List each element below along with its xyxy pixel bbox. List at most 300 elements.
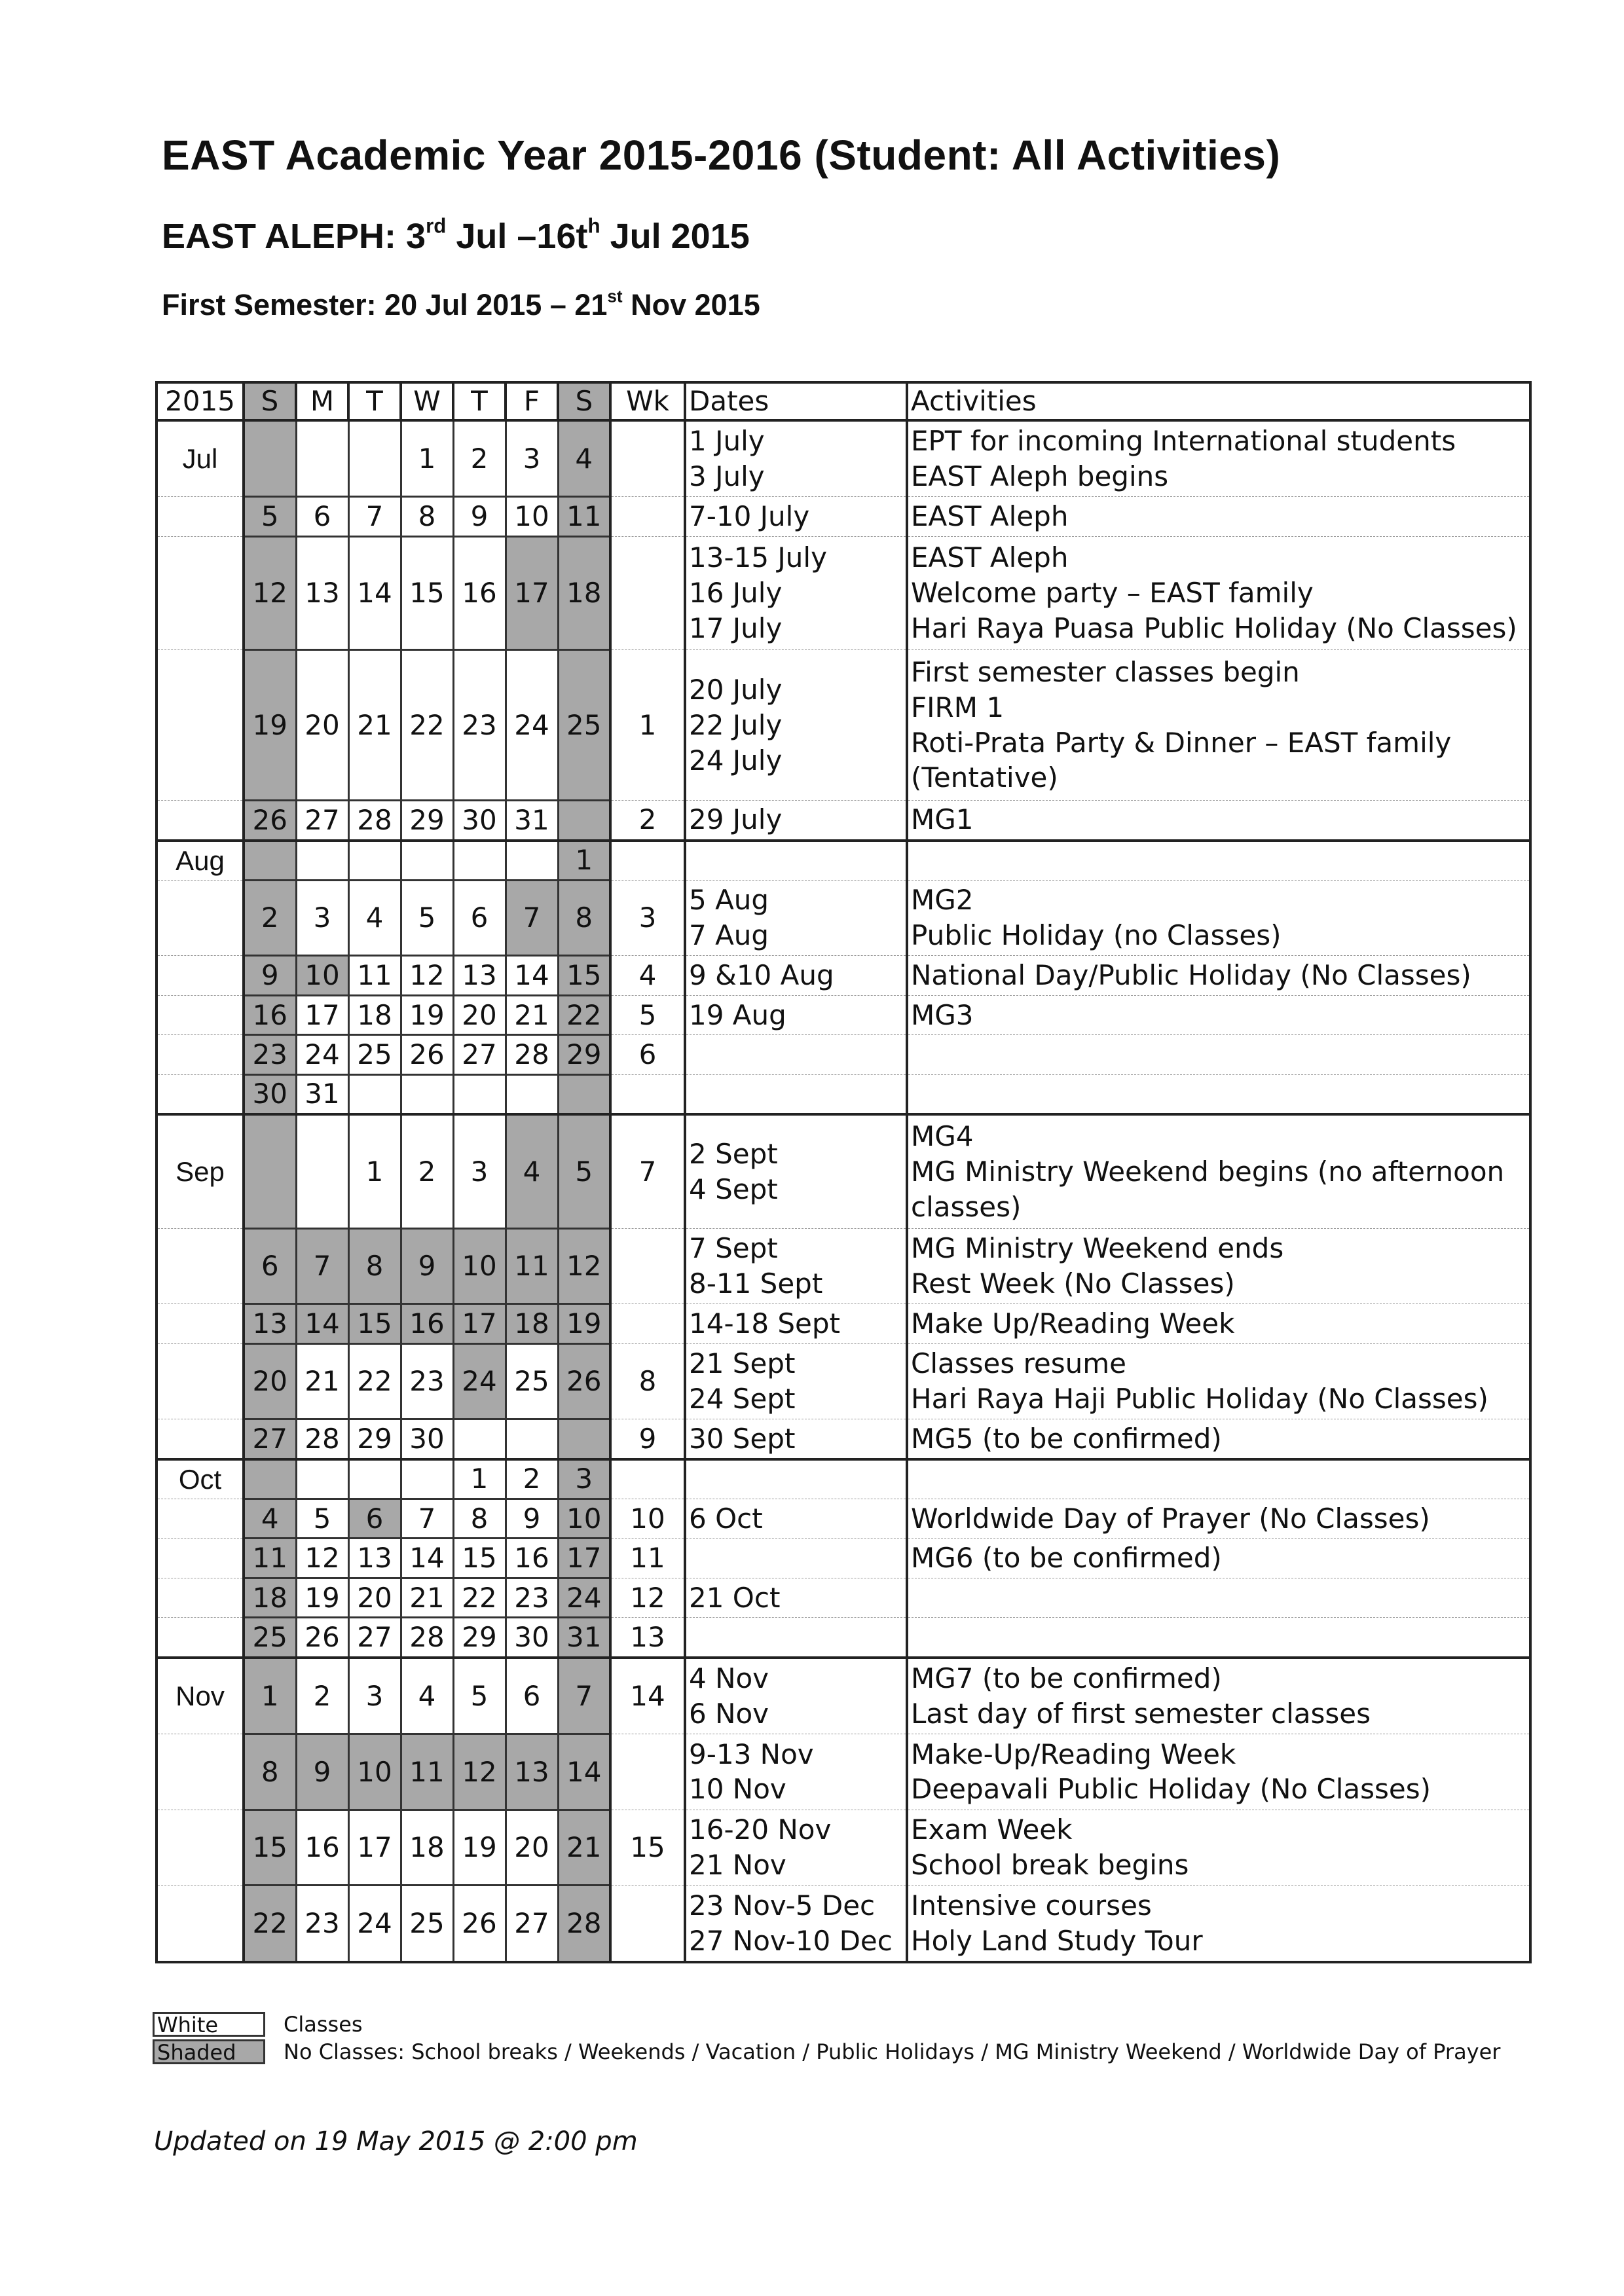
week-number: 8 — [610, 1343, 685, 1419]
month-label — [157, 1734, 244, 1810]
day-cell: 24 — [348, 1886, 401, 1962]
activities-cell: MG3 — [907, 995, 1530, 1034]
day-cell: 8 — [348, 1228, 401, 1303]
day-cell: 22 — [558, 995, 610, 1034]
table-row — [157, 1734, 1530, 1810]
week-number: 5 — [610, 995, 685, 1034]
table-row — [157, 1578, 1530, 1617]
day-cell: 9 — [506, 1499, 558, 1539]
day-cell: 19 — [401, 995, 453, 1034]
activities-cell — [907, 1578, 1530, 1617]
dates-cell: 9-13 Nov 10 Nov — [685, 1734, 907, 1810]
dates-cell: 6 Oct — [685, 1499, 907, 1539]
activities-cell: EAST Aleph Welcome party – EAST family Hari Raya Puasa Public Holiday (No Classes) — [907, 536, 1530, 649]
day-cell: 13 — [296, 536, 348, 649]
day-cell: 24 — [453, 1343, 506, 1419]
day-cell: 17 — [453, 1304, 506, 1343]
dates-cell: 5 Aug 7 Aug — [685, 880, 907, 955]
day-cell: 1 — [348, 1114, 401, 1228]
day-cell — [244, 1459, 296, 1499]
day-cell: 24 — [558, 1578, 610, 1617]
day-cell: 2 — [296, 1658, 348, 1734]
day-header: S — [558, 382, 610, 420]
table-row — [157, 1658, 1530, 1734]
day-cell: 29 — [401, 801, 453, 841]
week-number: 12 — [610, 1578, 685, 1617]
day-cell: 9 — [453, 497, 506, 536]
day-cell: 15 — [401, 536, 453, 649]
dates-cell: 16-20 Nov 21 Nov — [685, 1810, 907, 1885]
dates-cell — [685, 841, 907, 881]
day-cell: 23 — [453, 650, 506, 801]
day-cell: 12 — [244, 536, 296, 649]
activities-cell: EPT for incoming International students EAST Aleph begins — [907, 420, 1530, 497]
day-cell: 1 — [453, 1459, 506, 1499]
month-label — [157, 1618, 244, 1658]
activities-cell: First semester classes begin FIRM 1 Roti-Prata Party & Dinner – EAST family (Tentative) — [907, 650, 1530, 801]
day-cell: 5 — [558, 1114, 610, 1228]
table-row — [157, 956, 1530, 995]
day-cell: 26 — [558, 1343, 610, 1419]
day-cell: 1 — [244, 1658, 296, 1734]
week-number — [610, 1074, 685, 1114]
day-header: M — [296, 382, 348, 420]
day-cell: 9 — [296, 1734, 348, 1810]
day-header: T — [348, 382, 401, 420]
dates-cell: 23 Nov-5 Dec 27 Nov-10 Dec — [685, 1886, 907, 1962]
activities-header: Activities — [907, 382, 1530, 420]
day-cell: 25 — [348, 1035, 401, 1074]
day-cell — [453, 1074, 506, 1114]
day-cell: 22 — [244, 1886, 296, 1962]
month-label: Oct — [157, 1459, 244, 1499]
month-label — [157, 1539, 244, 1578]
dates-cell: 19 Aug — [685, 995, 907, 1034]
activities-cell: National Day/Public Holiday (No Classes) — [907, 956, 1530, 995]
day-cell: 8 — [401, 497, 453, 536]
activities-cell: EAST Aleph — [907, 497, 1530, 536]
day-cell: 26 — [453, 1886, 506, 1962]
day-cell: 11 — [506, 1228, 558, 1303]
aleph-heading: EAST ALEPH: 3rd Jul $-16t^h$ Jul 2015 — [162, 214, 750, 256]
table-row — [157, 1886, 1530, 1962]
day-header: W — [401, 382, 453, 420]
day-cell: 21 — [558, 1810, 610, 1885]
day-cell: 25 — [506, 1343, 558, 1419]
dates-cell: 29 July — [685, 801, 907, 841]
activities-cell: MG6 (to be confirmed) — [907, 1539, 1530, 1578]
day-cell: 6 — [348, 1499, 401, 1539]
day-cell — [348, 1074, 401, 1114]
legend-desc-white: Classes — [284, 2012, 363, 2037]
table-row — [157, 880, 1530, 955]
day-cell: 23 — [244, 1035, 296, 1074]
table-row — [157, 1114, 1530, 1228]
month-label — [157, 1228, 244, 1303]
week-number: 3 — [610, 880, 685, 955]
day-cell: 24 — [296, 1035, 348, 1074]
table-row — [157, 536, 1530, 649]
dates-cell — [685, 1539, 907, 1578]
day-cell: 17 — [558, 1539, 610, 1578]
calendar-table — [155, 381, 1532, 1963]
day-cell: 4 — [244, 1499, 296, 1539]
day-cell: 15 — [558, 956, 610, 995]
day-cell: 14 — [348, 536, 401, 649]
week-number — [610, 1304, 685, 1343]
day-cell: 24 — [506, 650, 558, 801]
day-cell: 9 — [244, 956, 296, 995]
day-cell: 21 — [348, 650, 401, 801]
day-cell: 26 — [244, 801, 296, 841]
day-cell: 15 — [453, 1539, 506, 1578]
activities-cell: Make-Up/Reading Week Deepavali Public Holiday (No Classes) — [907, 1734, 1530, 1810]
table-row — [157, 1343, 1530, 1419]
dates-header: Dates — [685, 382, 907, 420]
table-row — [157, 801, 1530, 841]
day-cell: 2 — [244, 880, 296, 955]
month-label — [157, 1499, 244, 1539]
day-cell: 22 — [348, 1343, 401, 1419]
table-row — [157, 1618, 1530, 1658]
day-cell: 10 — [506, 497, 558, 536]
week-number — [610, 1459, 685, 1499]
table-row — [157, 650, 1530, 801]
table-row — [157, 420, 1530, 497]
activities-cell: MG4 MG Ministry Weekend begins (no afternoon classes) — [907, 1114, 1530, 1228]
day-cell: 3 — [348, 1658, 401, 1734]
day-cell — [296, 420, 348, 497]
day-cell: 27 — [506, 1886, 558, 1962]
day-cell: 1 — [558, 841, 610, 881]
day-cell — [348, 841, 401, 881]
day-cell: 2 — [506, 1459, 558, 1499]
updated-note: Updated on 19 May 2015 @ 2:00 pm — [154, 2126, 638, 2157]
table-row — [157, 1304, 1530, 1343]
week-number — [610, 420, 685, 497]
month-label — [157, 1343, 244, 1419]
day-cell: 4 — [506, 1114, 558, 1228]
day-cell: 16 — [506, 1539, 558, 1578]
week-number — [610, 536, 685, 649]
day-cell: 30 — [506, 1618, 558, 1658]
dates-cell: 21 Oct — [685, 1578, 907, 1617]
year-header: 2015 — [157, 382, 244, 420]
day-cell: 13 — [348, 1539, 401, 1578]
day-cell: 6 — [296, 497, 348, 536]
page-title: EAST Academic Year 2015-2016 (Student: All Activities) — [162, 132, 1281, 179]
day-cell: 14 — [296, 1304, 348, 1343]
day-cell: 27 — [244, 1419, 296, 1459]
table-row — [157, 995, 1530, 1034]
week-header: Wk — [610, 382, 685, 420]
day-cell: 28 — [558, 1886, 610, 1962]
day-cell: 31 — [296, 1074, 348, 1114]
dates-cell: 30 Sept — [685, 1419, 907, 1459]
day-cell: 10 — [558, 1499, 610, 1539]
day-cell: 28 — [348, 801, 401, 841]
month-label — [157, 1074, 244, 1114]
week-number: 1 — [610, 650, 685, 801]
day-header: S — [244, 382, 296, 420]
day-cell: 17 — [506, 536, 558, 649]
day-cell — [296, 1114, 348, 1228]
table-header — [157, 382, 1530, 420]
legend-key-white: White — [153, 2012, 265, 2037]
day-cell: 8 — [558, 880, 610, 955]
day-cell: 7 — [506, 880, 558, 955]
day-cell: 3 — [558, 1459, 610, 1499]
day-cell — [558, 801, 610, 841]
month-label — [157, 1810, 244, 1885]
day-cell: 19 — [296, 1578, 348, 1617]
day-cell: 13 — [506, 1734, 558, 1810]
day-cell — [506, 1074, 558, 1114]
day-cell — [244, 841, 296, 881]
day-cell — [296, 1459, 348, 1499]
day-cell: 20 — [244, 1343, 296, 1419]
day-cell — [558, 1419, 610, 1459]
day-cell: 7 — [558, 1658, 610, 1734]
day-cell — [401, 841, 453, 881]
table-row — [157, 1035, 1530, 1074]
week-number: 10 — [610, 1499, 685, 1539]
day-cell: 9 — [401, 1228, 453, 1303]
day-cell: 13 — [453, 956, 506, 995]
activities-cell: Make Up/Reading Week — [907, 1304, 1530, 1343]
day-cell: 20 — [506, 1810, 558, 1885]
day-cell: 25 — [401, 1886, 453, 1962]
day-cell: 18 — [558, 536, 610, 649]
day-cell: 22 — [453, 1578, 506, 1617]
day-header: F — [506, 382, 558, 420]
activities-cell — [907, 1618, 1530, 1658]
day-cell: 12 — [558, 1228, 610, 1303]
day-cell: 18 — [506, 1304, 558, 1343]
day-header: T — [453, 382, 506, 420]
dates-cell — [685, 1074, 907, 1114]
day-cell: 10 — [348, 1734, 401, 1810]
activities-cell — [907, 1035, 1530, 1074]
day-cell: 23 — [401, 1343, 453, 1419]
day-cell: 27 — [296, 801, 348, 841]
dates-cell: 13-15 July 16 July 17 July — [685, 536, 907, 649]
table-row — [157, 1810, 1530, 1885]
day-cell: 26 — [401, 1035, 453, 1074]
month-label — [157, 801, 244, 841]
day-cell: 20 — [348, 1578, 401, 1617]
day-cell: 28 — [401, 1618, 453, 1658]
day-cell: 12 — [401, 956, 453, 995]
day-cell: 3 — [506, 420, 558, 497]
day-cell: 28 — [506, 1035, 558, 1074]
day-cell: 20 — [296, 650, 348, 801]
day-cell: 3 — [453, 1114, 506, 1228]
day-cell: 21 — [506, 995, 558, 1034]
day-cell — [506, 1419, 558, 1459]
day-cell: 30 — [401, 1419, 453, 1459]
day-cell: 15 — [244, 1810, 296, 1885]
day-cell: 1 — [401, 420, 453, 497]
week-number — [610, 1886, 685, 1962]
month-label — [157, 1035, 244, 1074]
day-cell — [558, 1074, 610, 1114]
month-label — [157, 1419, 244, 1459]
week-number: 4 — [610, 956, 685, 995]
table-row — [157, 1074, 1530, 1114]
week-number: 6 — [610, 1035, 685, 1074]
day-cell: 31 — [506, 801, 558, 841]
month-label: Nov — [157, 1658, 244, 1734]
day-cell: 26 — [296, 1618, 348, 1658]
day-cell: 18 — [348, 995, 401, 1034]
day-cell: 10 — [453, 1228, 506, 1303]
day-cell: 11 — [401, 1734, 453, 1810]
activities-cell: Intensive courses Holy Land Study Tour — [907, 1886, 1530, 1962]
day-cell: 8 — [244, 1734, 296, 1810]
week-number: 15 — [610, 1810, 685, 1885]
day-cell: 14 — [506, 956, 558, 995]
day-cell: 27 — [348, 1618, 401, 1658]
day-cell: 21 — [401, 1578, 453, 1617]
day-cell: 5 — [401, 880, 453, 955]
calendar-body — [157, 420, 1530, 1962]
day-cell: 4 — [348, 880, 401, 955]
day-cell — [244, 420, 296, 497]
week-number — [610, 1228, 685, 1303]
day-cell — [453, 1419, 506, 1459]
month-label — [157, 1578, 244, 1617]
day-cell: 16 — [296, 1810, 348, 1885]
activities-cell — [907, 1459, 1530, 1499]
activities-cell: Exam Week School break begins — [907, 1810, 1530, 1885]
month-label: Aug — [157, 841, 244, 881]
table-row — [157, 497, 1530, 536]
day-cell: 20 — [453, 995, 506, 1034]
dates-cell: 14-18 Sept — [685, 1304, 907, 1343]
day-cell: 8 — [453, 1499, 506, 1539]
dates-cell: 9 &10 Aug — [685, 956, 907, 995]
week-number — [610, 1734, 685, 1810]
table-row — [157, 1419, 1530, 1459]
dates-cell: 20 July 22 July 24 July — [685, 650, 907, 801]
day-cell: 11 — [348, 956, 401, 995]
week-number — [610, 841, 685, 881]
day-cell: 25 — [244, 1618, 296, 1658]
table-row — [157, 1539, 1530, 1578]
activities-cell: Worldwide Day of Prayer (No Classes) — [907, 1499, 1530, 1539]
legend-desc-shaded: No Classes: School breaks / Weekends / Vacation / Public Holidays / MG Ministry Weekend / Worldwide Day of Prayer — [284, 2039, 1501, 2064]
day-cell: 5 — [296, 1499, 348, 1539]
day-cell: 19 — [244, 650, 296, 801]
day-cell: 22 — [401, 650, 453, 801]
activities-cell: Classes resume Hari Raya Haji Public Holiday (No Classes) — [907, 1343, 1530, 1419]
activities-cell: MG Ministry Weekend ends Rest Week (No Classes) — [907, 1228, 1530, 1303]
day-cell — [453, 841, 506, 881]
dates-cell: 2 Sept 4 Sept — [685, 1114, 907, 1228]
day-cell: 18 — [244, 1578, 296, 1617]
month-label — [157, 1886, 244, 1962]
day-cell — [296, 841, 348, 881]
day-cell: 3 — [296, 880, 348, 955]
day-cell: 6 — [244, 1228, 296, 1303]
day-cell: 7 — [401, 1499, 453, 1539]
month-label — [157, 956, 244, 995]
day-cell: 4 — [558, 420, 610, 497]
day-cell: 16 — [453, 536, 506, 649]
month-label: Sep — [157, 1114, 244, 1228]
month-label — [157, 497, 244, 536]
day-cell: 12 — [296, 1539, 348, 1578]
day-cell — [401, 1459, 453, 1499]
day-cell: 10 — [296, 956, 348, 995]
day-cell: 14 — [401, 1539, 453, 1578]
day-cell: 12 — [453, 1734, 506, 1810]
dates-cell — [685, 1459, 907, 1499]
day-cell — [348, 420, 401, 497]
dates-cell: 21 Sept 24 Sept — [685, 1343, 907, 1419]
day-cell: 21 — [296, 1343, 348, 1419]
day-cell: 5 — [453, 1658, 506, 1734]
day-cell: 11 — [244, 1539, 296, 1578]
day-cell: 19 — [558, 1304, 610, 1343]
day-cell: 28 — [296, 1419, 348, 1459]
week-number: 9 — [610, 1419, 685, 1459]
week-number: 11 — [610, 1539, 685, 1578]
day-cell: 16 — [244, 995, 296, 1034]
table-row — [157, 1459, 1530, 1499]
day-cell — [401, 1074, 453, 1114]
month-label — [157, 536, 244, 649]
table-row — [157, 841, 1530, 881]
day-cell: 6 — [453, 880, 506, 955]
week-number: 2 — [610, 801, 685, 841]
day-cell: 7 — [348, 497, 401, 536]
day-cell: 30 — [453, 801, 506, 841]
activities-cell: MG7 (to be confirmed) Last day of first semester classes — [907, 1658, 1530, 1734]
dates-cell — [685, 1618, 907, 1658]
day-cell: 15 — [348, 1304, 401, 1343]
day-cell — [244, 1114, 296, 1228]
day-cell: 23 — [506, 1578, 558, 1617]
legend-key-shaded: Shaded — [153, 2039, 265, 2064]
activities-cell — [907, 841, 1530, 881]
week-number: 13 — [610, 1618, 685, 1658]
dates-cell — [685, 1035, 907, 1074]
month-label — [157, 1304, 244, 1343]
activities-cell: MG2 Public Holiday (no Classes) — [907, 880, 1530, 955]
month-label: Jul — [157, 420, 244, 497]
day-cell: 2 — [453, 420, 506, 497]
day-cell: 5 — [244, 497, 296, 536]
day-cell — [348, 1459, 401, 1499]
day-cell — [506, 841, 558, 881]
day-cell: 11 — [558, 497, 610, 536]
semester-heading: First Semester: 20 Jul 2015 – 21st Nov 2015 — [162, 286, 760, 321]
day-cell: 23 — [296, 1886, 348, 1962]
week-number: 7 — [610, 1114, 685, 1228]
table-row — [157, 1228, 1530, 1303]
month-label — [157, 995, 244, 1034]
day-cell: 27 — [453, 1035, 506, 1074]
table-row — [157, 1499, 1530, 1539]
day-cell: 29 — [453, 1618, 506, 1658]
week-number — [610, 497, 685, 536]
day-cell: 19 — [453, 1810, 506, 1885]
dates-cell: 7 Sept 8-11 Sept — [685, 1228, 907, 1303]
dates-cell: 1 July 3 July — [685, 420, 907, 497]
day-cell: 7 — [296, 1228, 348, 1303]
